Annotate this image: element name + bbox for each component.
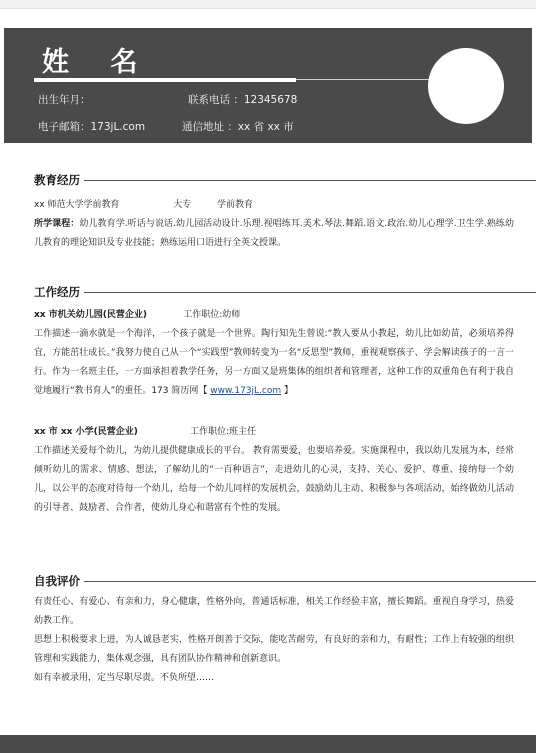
work-section (34, 284, 536, 518)
job1-company: xx 市机关幼儿园(民营企业) (34, 310, 147, 320)
page-top-border (0, 0, 536, 9)
phone: 联系电话 ：12345678 (188, 94, 298, 106)
avatar (428, 48, 504, 124)
resume-header (4, 28, 532, 143)
job1-header (34, 306, 536, 325)
self-p1: 有责任心、有爱心、有亲和力，身心健康，性格外向，普通话标准，相关工作经验丰富，擅长舞蹈。重视自身学习，热爱幼教工作。 (34, 597, 514, 626)
address: 通信地址 ：xx 省 xx 市 (182, 121, 294, 133)
resume-name: 姓 名 (42, 47, 154, 78)
resume-site-link[interactable]: www.173jL.com (210, 386, 282, 396)
job2-desc: 工作描述关爱每个幼儿，为幼儿提供健康成长的平台。 教育需要爱，也要培养爱。实施课程中，我以幼儿发展为本，经常倾听幼儿的需求、情感、想法，了解幼儿的“一百种语言”，走进幼儿的心灵，支持、关心、爱护、尊重、接纳每一个幼儿，以公平的态度对待每一个幼儿，给每一个幼儿同样的发展机会，鼓励幼儿主动、积极参与各项活动，始终做幼儿活动的引导者、鼓励者、合作者，使幼儿身心和谐富有个性的发展。 (34, 446, 514, 513)
name-underline (34, 78, 296, 82)
self-title: 自我评价 (34, 573, 536, 589)
birth-date: 出生年月： (38, 94, 91, 106)
education-section (34, 172, 536, 253)
work-title: 工作经历 (34, 284, 536, 300)
job2-position: 工作职位:班主任 (190, 427, 257, 437)
email: 电子邮箱：173jL.com (38, 121, 146, 133)
job2-header (34, 423, 536, 442)
school: xx 师范大学学前教育 (34, 200, 120, 210)
major: 学前教育 (217, 200, 254, 210)
self-p2: 思想上积极要求上进，为人诚恳老实，性格开朗善于交际，能吃苦耐劳，有良好的亲和力，有耐性；工作上有较强的组织管理和实践能力，集体观念强，具有团队协作精神和创新意识。 (34, 635, 514, 664)
name-underline-thin (296, 79, 436, 80)
self-p3: 如有幸被录用，定当尽职尽责。不负所望…… (34, 673, 215, 683)
job1-position: 工作职位:幼师 (183, 310, 241, 320)
self-section (34, 573, 536, 688)
degree: 大专 (173, 200, 192, 210)
job2-company: xx 市 xx 小学(民营企业) (34, 427, 138, 437)
courses: 所学课程：幼儿教育学.听话与说话.幼儿园活动设计.乐理.视唱练耳.美术.琴法.舞蹈.语文.政治.幼儿心理学.卫生学.熟练幼儿教育的理论知识及专业技能；熟练运用口语进行全英文授课。 (34, 219, 514, 248)
job1-desc: 工作描述一滴水就是一个海洋，一个孩子就是一个世界。陶行知先生曾说:“教人要从小教起，幼儿比如幼苗，必须培养得宜，方能茁壮成长。”我努力使自己从一个“实践型”教师转变为一名“反思型”教师，重视观察孩子、学会解读孩子的一言一行。作为一名班主任，一方面承担着教学任务，另一方面又是班集体的组织者和管理者，这种工作的双重角色有利于我自觉地履行“教书育人”的重任。173 简历网【 www.173jL.com 】 (34, 329, 514, 396)
education-title: 教育经历 (34, 172, 536, 188)
education-row (34, 196, 536, 215)
footer-band (0, 735, 536, 753)
